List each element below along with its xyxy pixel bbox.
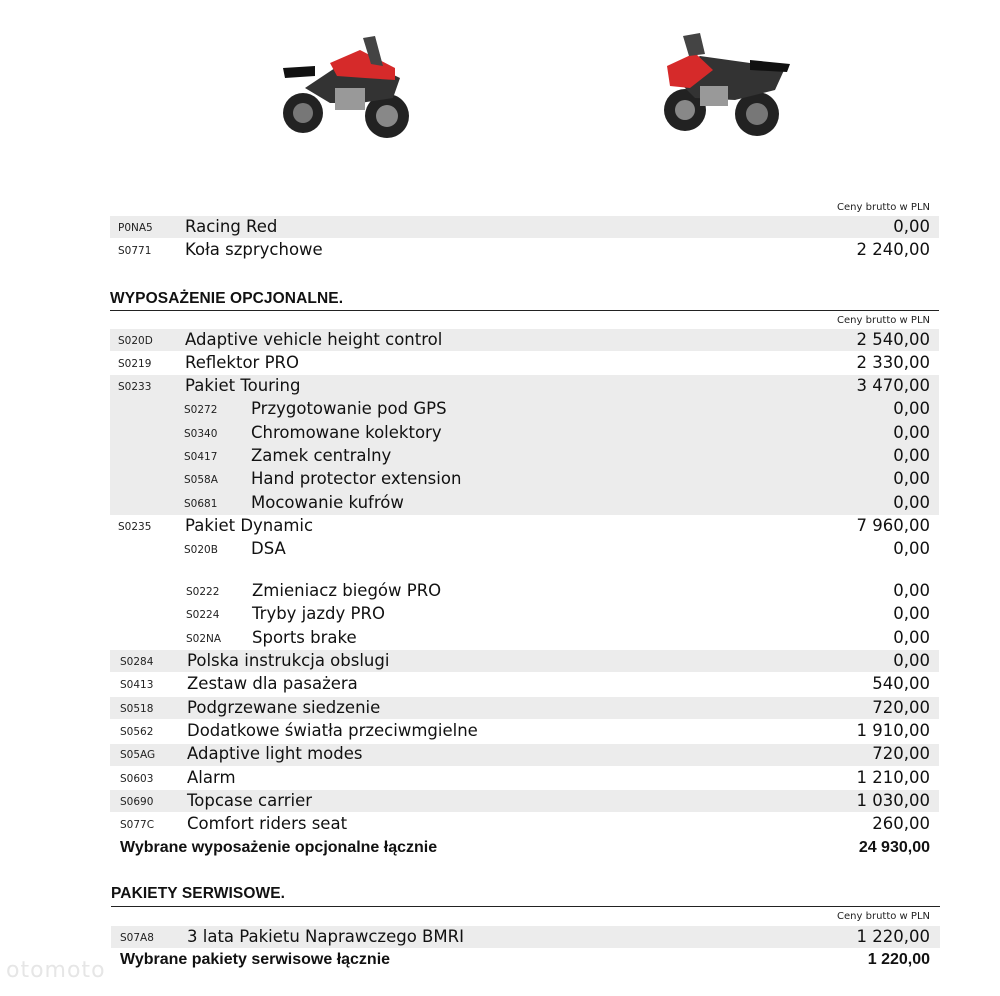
option-name: Reflektor PRO [185,353,299,372]
option-code: S05AG [120,749,156,761]
option-price: 0,00 [893,217,930,236]
option-price: 2 330,00 [856,353,930,372]
option-code: S0417 [184,451,218,463]
option-name: Pakiet Dynamic [185,516,314,535]
price-header: Ceny brutto w PLN [837,315,930,326]
option-price: 1 030,00 [856,791,930,810]
option-price: 1 220,00 [856,927,930,946]
option-code: S02NA [186,633,222,645]
option-code: S0413 [120,679,154,691]
option-code: S020D [118,335,153,347]
option-name: Sports brake [252,628,357,647]
section-title-optional: WYPOSAŻENIE OPCJONALNE. [110,290,344,307]
option-price: 0,00 [893,539,930,558]
option-name: Zestaw dla pasażera [187,674,358,693]
option-price: 1 910,00 [856,721,930,740]
option-price: 720,00 [872,698,930,717]
option-price: 0,00 [893,581,930,600]
section-divider [111,906,940,907]
option-code: S0690 [120,796,154,808]
option-price: 0,00 [893,651,930,670]
option-price: 7 960,00 [856,516,930,535]
option-name: Zamek centralny [251,446,392,465]
option-code: S0603 [120,773,154,785]
option-name: Polska instrukcja obslugi [187,651,390,670]
option-name: Podgrzewane siedzenie [187,698,381,717]
option-code: S0771 [118,245,152,257]
option-name: Topcase carrier [187,791,312,810]
option-price: 0,00 [893,469,930,488]
option-name: Chromowane kolektory [251,423,442,442]
option-code: S0233 [118,381,152,393]
option-name: Dodatkowe światła przeciwmgielne [187,721,478,740]
option-name: Hand protector extension [251,469,462,488]
section-divider [110,310,939,311]
option-name: Mocowanie kufrów [251,493,404,512]
option-name: Tryby jazdy PRO [252,604,385,623]
option-name: Adaptive vehicle height control [185,330,443,349]
option-code: S0222 [186,586,220,598]
option-name: 3 lata Pakietu Naprawczego BMRI [187,927,464,946]
option-name: Pakiet Touring [185,376,301,395]
watermark: otomoto [6,958,106,983]
option-name: Przygotowanie pod GPS [251,399,447,418]
option-price: 0,00 [893,399,930,418]
option-code: P0NA5 [118,222,153,234]
option-code: S077C [120,819,155,831]
service-total-value: 1 220,00 [867,951,930,968]
optional-total-label: Wybrane wyposażenie opcjonalne łącznie [120,839,438,856]
option-price: 0,00 [893,446,930,465]
option-code: S0562 [120,726,154,738]
option-name: Zmieniacz biegów PRO [252,581,442,600]
option-name: Koła szprychowe [185,240,323,259]
option-code: S07A8 [120,932,154,944]
option-name: Adaptive light modes [187,744,363,763]
option-code: S0681 [184,498,218,510]
price-header: Ceny brutto w PLN [837,911,930,922]
motorcycle-front-image [275,28,415,143]
option-price: 540,00 [872,674,930,693]
option-code: S020B [184,544,218,556]
option-price: 0,00 [893,493,930,512]
price-header: Ceny brutto w PLN [837,202,930,213]
option-price: 0,00 [893,423,930,442]
option-code: S058A [184,474,218,486]
option-code: S0340 [184,428,218,440]
option-price: 2 240,00 [856,240,930,259]
optional-total-value: 24 930,00 [858,839,930,856]
option-code: S0219 [118,358,152,370]
option-price: 0,00 [893,604,930,623]
option-name: Comfort riders seat [187,814,348,833]
option-price: 0,00 [893,628,930,647]
option-code: S0284 [120,656,154,668]
option-name: Racing Red [185,217,278,236]
service-total-label: Wybrane pakiety serwisowe łącznie [120,951,391,968]
section-title-service: PAKIETY SERWISOWE. [111,885,286,902]
option-price: 260,00 [872,814,930,833]
motorcycle-rear-image [655,28,795,143]
option-code: S0224 [186,609,220,621]
option-price: 1 210,00 [856,768,930,787]
option-name: Alarm [187,768,236,787]
option-code: S0272 [184,404,218,416]
option-price: 3 470,00 [856,376,930,395]
option-name: DSA [251,539,286,558]
option-price: 2 540,00 [856,330,930,349]
option-code: S0235 [118,521,152,533]
option-code: S0518 [120,703,154,715]
option-price: 720,00 [872,744,930,763]
